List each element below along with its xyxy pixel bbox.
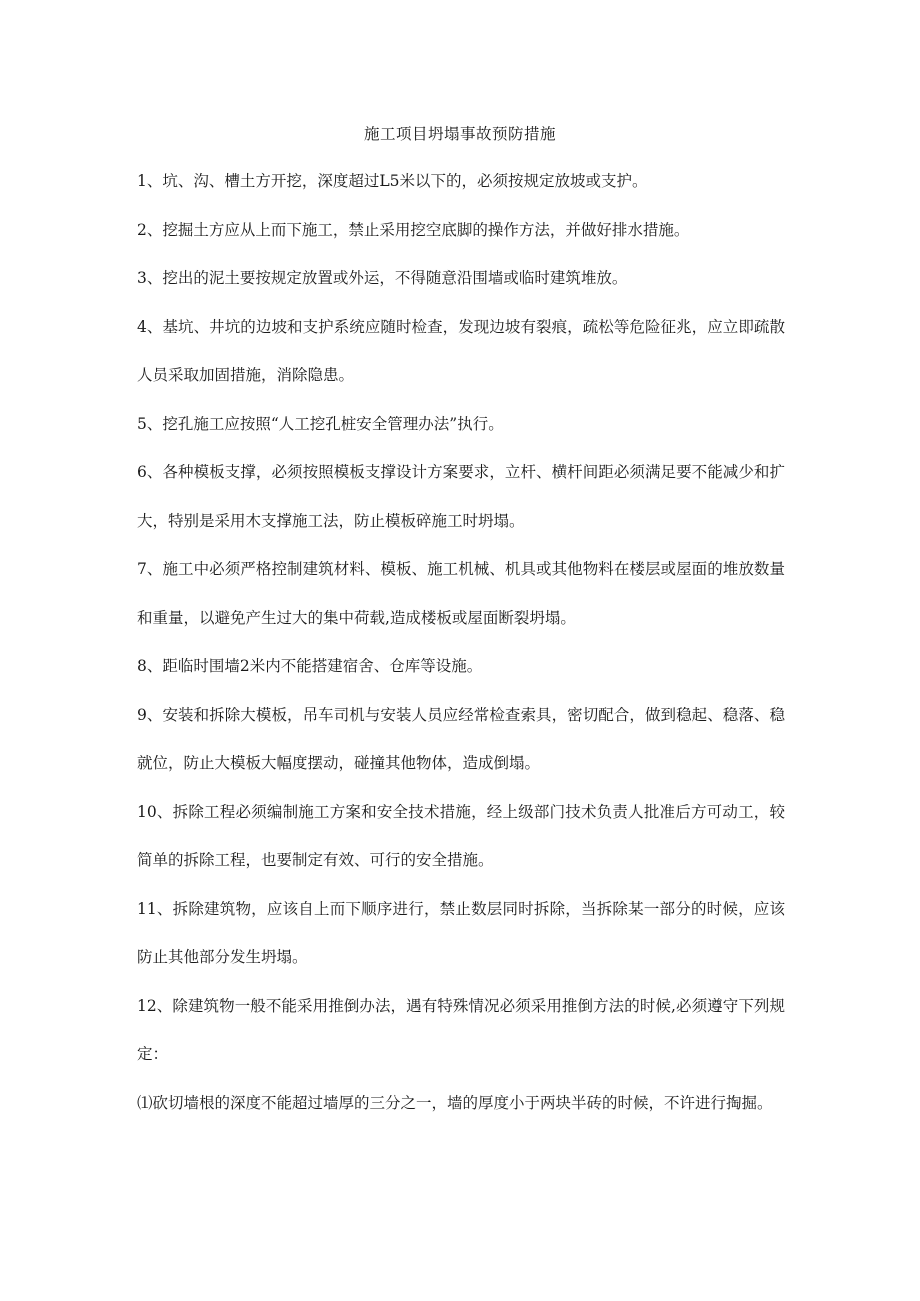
paragraph-2: 2、挖掘土方应从上而下施工，禁止采用挖空底脚的操作方法，并做好排水措施。 <box>137 220 690 239</box>
paragraph-7: 7、施工中必须严格控制建筑材料、模板、施工机械、机具或其他物料在楼层或屋面的堆放数量和重量，以避免产生过大的集中荷载,造成楼板或屋面断裂坍塌。 <box>137 560 785 627</box>
paragraph-1: 1、坑、沟、槽土方开挖，深度超过L5米以下的，必须按规定放坡或支护。 <box>137 172 648 190</box>
paragraph-4: 4、基坑、井坑的边坡和支护系统应随时检查，发现边坡有裂痕，疏松等危险征兆，应立即疏散人员采取加固措施，消除隐患。 <box>137 317 785 384</box>
paragraph-3: 3、挖出的泥土要按规定放置或外运，不得随意沿围墙或临时建筑堆放。 <box>137 269 628 287</box>
paragraph-10: 10、拆除工程必须编制施工方案和安全技术措施，经上级部门技术负责人批准后方可动工，较简单的拆除工程，也要制定有效、可行的安全措施。 <box>137 802 785 869</box>
paragraph-12: 12、除建筑物一般不能采用推倒办法，遇有特殊情况必须采用推倒方法的时候,必须遵守下列规定： <box>137 996 785 1063</box>
document-title: 施工项目坍塌事故预防措施 <box>363 125 556 143</box>
paragraph-8: 8、距临时围墙2米内不能搭建宿舍、仓库等设施。 <box>137 657 483 675</box>
paragraph-5: 5、挖孔施工应按照“人工挖孔桩安全管理办法”执行。 <box>137 414 504 433</box>
paragraph-11: 11、拆除建筑物，应该自上而下顺序进行，禁止数层同时拆除，当拆除某一部分的时候，应该防止其他部分发生坍塌。 <box>137 899 785 966</box>
paragraph-6: 6、各种模板支撑，必须按照模板支撑设计方案要求，立杆、横杆间距必须满足要不能减少和扩大，特别是采用木支撑施工法，防止模板碎施工时坍塌。 <box>137 463 785 530</box>
document-body <box>137 157 785 1127</box>
paragraph-9: 9、安装和拆除大模板，吊车司机与安装人员应经常检查索具，密切配合，做到稳起、稳落、稳就位，防止大模板大幅度摆动，碰撞其他物体，造成倒塌。 <box>137 705 785 772</box>
paragraph-12-item-1: ⑴砍切墙根的深度不能超过墙厚的三分之一，墙的厚度小于两块半砖的时候，不许进行掏掘。 <box>137 1093 773 1112</box>
